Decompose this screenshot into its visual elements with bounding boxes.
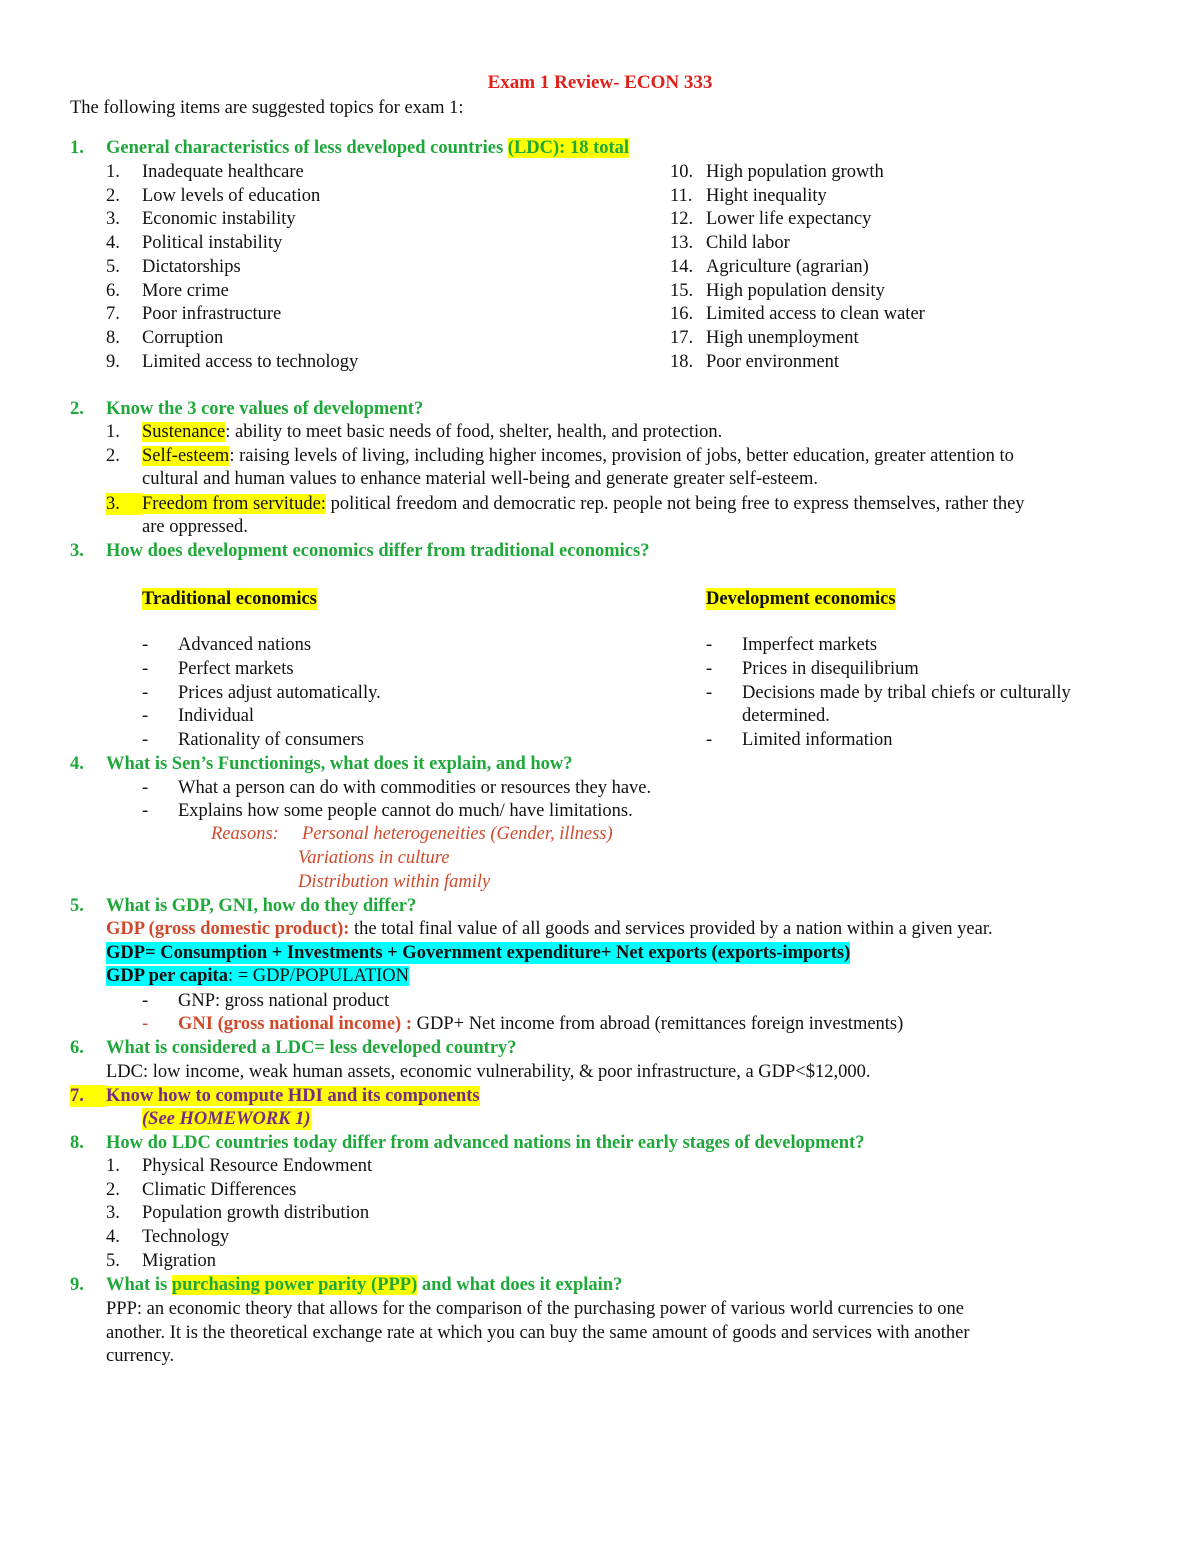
gdp-definition	[106, 918, 993, 940]
list-item	[106, 1179, 296, 1201]
question-text: What is Sen’s Functionings, what does it explain, and how?	[106, 754, 573, 774]
reason-3: Distribution within family	[298, 872, 491, 892]
item-text: Lower life expectancy	[706, 209, 872, 230]
list-item	[706, 634, 877, 656]
question-2	[70, 398, 423, 420]
item-text: Explains how some people cannot do much/ have limitations.	[178, 801, 633, 821]
question-text: What is GDP, GNI, how do they differ?	[106, 896, 417, 916]
list-item	[106, 351, 358, 373]
item-number: 6.	[106, 280, 120, 301]
question-number: 1.	[70, 138, 84, 158]
item-text: Limited access to technology	[142, 351, 359, 372]
gdp-formula: GDP= Consumption + Investments + Government expenditure+ Net exports (exports-imports)	[106, 943, 851, 963]
list-item	[142, 705, 254, 727]
core-value-2	[106, 445, 1014, 467]
ppp-answer-line-3: currency.	[106, 1346, 175, 1366]
question-8	[70, 1132, 864, 1154]
gdp-per-capita-formula: : = GDP/POPULATION	[227, 966, 410, 986]
reason-2: Variations in culture	[298, 848, 450, 868]
item-text: Limited access to clean water	[706, 304, 925, 325]
item-number: 1.	[106, 422, 120, 442]
dash-bullet: -	[142, 659, 149, 679]
list-item	[106, 208, 296, 230]
item-number: 12.	[670, 209, 694, 230]
list-item	[670, 232, 790, 254]
question-text: Know the 3 core values of development?	[106, 399, 424, 419]
item-text: Prices in disequilibrium	[742, 659, 919, 679]
core-value-text: : raising levels of living, including higher incomes, provision of jobs, better education, greater attention to	[229, 446, 1014, 466]
list-item	[706, 705, 830, 727]
dash-bullet: -	[142, 730, 149, 750]
gdp-def-text: the total final value of all goods and services provided by a nation within a given year.	[349, 919, 993, 939]
item-number: 11.	[670, 185, 693, 206]
item-text: High population density	[706, 280, 885, 301]
list-item	[706, 658, 919, 680]
question-text-highlight: purchasing power parity (PPP)	[171, 1275, 418, 1295]
gni-def-text: GDP+ Net income from abroad (remittances foreign investments)	[412, 1014, 904, 1034]
item-number: 3.	[106, 209, 120, 230]
dash-bullet: -	[706, 683, 713, 703]
question-text: What is considered a LDC= less developed country?	[106, 1038, 517, 1058]
item-text: Limited information	[742, 730, 893, 750]
question-5	[70, 895, 416, 917]
dash-bullet: -	[142, 801, 149, 821]
item-number: 3.	[106, 493, 142, 515]
item-number: 3.	[106, 1203, 120, 1224]
item-text: Climatic Differences	[142, 1179, 297, 1200]
ppp-answer-line-1: PPP: an economic theory that allows for the comparison of the purchasing power of various world currencies to one	[106, 1299, 964, 1319]
question-text-highlight: (LDC): 18 total	[507, 138, 630, 158]
question-6	[70, 1037, 517, 1059]
item-number: 16.	[670, 304, 694, 325]
core-value-term: Sustenance	[142, 422, 226, 442]
core-value-3-cont: are oppressed.	[142, 517, 248, 537]
item-text: Perfect markets	[178, 659, 294, 679]
list-item	[670, 256, 869, 278]
development-economics-heading: Development economics	[706, 589, 896, 609]
item-text: Population growth distribution	[142, 1203, 370, 1224]
list-item	[106, 1202, 369, 1224]
item-text: Dictatorships	[142, 256, 241, 277]
list-item	[670, 351, 839, 373]
dash-bullet: -	[142, 778, 149, 798]
list-item	[106, 161, 304, 183]
item-text: What a person can do with commodities or resources they have.	[178, 778, 652, 798]
dash-bullet: -	[142, 635, 149, 655]
item-text: Inadequate healthcare	[142, 162, 304, 182]
gnp-item	[142, 990, 389, 1012]
list-item	[106, 185, 320, 207]
question-3	[70, 540, 649, 562]
item-text: Prices adjust automatically.	[178, 683, 381, 703]
list-item	[670, 161, 884, 183]
list-item	[670, 185, 827, 207]
item-number: 17.	[670, 327, 694, 348]
question-4	[70, 753, 573, 775]
item-text: High unemployment	[706, 327, 859, 348]
item-number: 4.	[106, 233, 120, 254]
item-text: More crime	[142, 280, 229, 301]
dash-bullet: -	[706, 659, 713, 679]
list-item	[706, 729, 893, 751]
dash-bullet: -	[142, 991, 149, 1011]
item-text: Technology	[142, 1227, 230, 1248]
item-text: Political instability	[142, 233, 283, 254]
gdp-per-capita	[106, 965, 409, 987]
item-number: 13.	[670, 233, 694, 254]
homework-note: (See HOMEWORK 1)	[142, 1109, 311, 1129]
question-text: General characteristics of less developed countries	[106, 138, 508, 158]
dash-bullet: -	[142, 683, 149, 703]
list-item	[106, 1155, 372, 1177]
item-text: determined.	[742, 706, 830, 726]
reason-1: Personal heterogeneities (Gender, illness)	[302, 824, 613, 844]
list-item	[670, 327, 859, 349]
list-item	[142, 729, 364, 751]
dash-bullet: -	[142, 706, 149, 726]
gni-term: GNI (gross national income) :	[178, 1014, 412, 1034]
list-item	[670, 303, 925, 325]
item-text: Child labor	[706, 233, 790, 254]
question-number: 6.	[70, 1038, 84, 1058]
page-title: Exam 1 Review- ECON 333	[487, 72, 713, 93]
question-text: How do LDC countries today differ from advanced nations in their early stages of development?	[106, 1133, 865, 1153]
question-number: 4.	[70, 754, 84, 774]
list-item	[142, 634, 311, 656]
item-number: 1.	[106, 1156, 120, 1176]
item-number: 2.	[106, 446, 120, 466]
list-item	[142, 658, 294, 680]
question-7	[70, 1085, 480, 1107]
gni-item	[142, 1013, 903, 1035]
list-item	[106, 327, 223, 349]
item-text: Rationality of consumers	[178, 730, 364, 750]
core-value-text: political freedom and democratic rep. people not being free to express themselves, rather they	[325, 494, 1025, 514]
item-text: Poor environment	[706, 351, 840, 372]
intro-text: The following items are suggested topics for exam 1:	[70, 98, 464, 118]
core-value-3	[106, 493, 1025, 515]
core-value-term: Freedom from servitude:	[142, 494, 326, 514]
dash-bullet: -	[706, 730, 713, 750]
list-item	[106, 1226, 229, 1248]
core-value-text: : ability to meet basic needs of food, shelter, health, and protection.	[225, 422, 723, 442]
dash-bullet: -	[142, 1014, 149, 1034]
question-number: 8.	[70, 1133, 84, 1153]
question-text-end: and what does it explain?	[417, 1275, 623, 1295]
item-text: Corruption	[142, 327, 224, 348]
question-text: Know how to compute HDI and its components	[106, 1086, 480, 1106]
item-number: 10.	[670, 162, 694, 182]
item-text: Low levels of education	[142, 185, 321, 206]
traditional-economics-heading: Traditional economics	[142, 589, 317, 609]
ppp-answer-line-2: another. It is the theoretical exchange rate at which you can buy the same amount of goods and services with another	[106, 1323, 970, 1343]
item-number: 1.	[106, 162, 120, 182]
question-text: What is	[106, 1275, 172, 1295]
functionings-item-2	[142, 800, 633, 822]
item-text: Individual	[178, 706, 255, 726]
item-text: Poor infrastructure	[142, 304, 282, 325]
list-item	[670, 280, 885, 302]
item-number: 9.	[106, 351, 120, 372]
core-value-2-cont: cultural and human values to enhance material well-being and generate greater self-esteem.	[142, 469, 818, 489]
item-number: 4.	[106, 1227, 120, 1248]
list-item	[670, 208, 871, 230]
question-number: 7.	[70, 1085, 106, 1107]
reasons-label: Reasons:	[211, 824, 279, 844]
item-text: Economic instability	[142, 209, 296, 230]
item-number: 2.	[106, 185, 120, 206]
core-value-term: Self-esteem	[142, 446, 230, 466]
list-item	[142, 682, 381, 704]
functionings-item-1	[142, 777, 651, 799]
item-text: Migration	[142, 1250, 216, 1271]
gdp-term: GDP (gross domestic product):	[106, 919, 350, 939]
item-text: Decisions made by tribal chiefs or culturally	[742, 683, 1071, 703]
list-item	[106, 280, 229, 302]
list-item	[706, 682, 1071, 704]
question-text: How does development economics differ from traditional economics?	[106, 541, 650, 561]
item-text: Agriculture (agrarian)	[706, 256, 869, 277]
list-item	[106, 303, 281, 325]
item-text: High population growth	[706, 162, 884, 182]
core-value-1	[106, 421, 722, 443]
item-number: 15.	[670, 280, 694, 301]
question-number: 3.	[70, 541, 84, 561]
question-1	[70, 137, 629, 159]
question-number: 5.	[70, 896, 84, 916]
item-number: 2.	[106, 1179, 120, 1200]
list-item	[106, 1250, 216, 1272]
item-number: 8.	[106, 327, 120, 348]
ldc-answer: LDC: low income, weak human assets, economic vulnerability, & poor infrastructure, a GDP<$12,000.	[106, 1062, 871, 1082]
question-9	[70, 1274, 622, 1296]
item-text: Imperfect markets	[742, 635, 878, 655]
question-number: 9.	[70, 1275, 84, 1295]
item-number: 18.	[670, 351, 694, 372]
list-item	[106, 232, 282, 254]
item-text: Advanced nations	[178, 635, 312, 655]
item-number: 14.	[670, 256, 694, 277]
gdp-per-capita-term: GDP per capita	[106, 966, 228, 986]
list-item	[106, 256, 241, 278]
item-text: Physical Resource Endowment	[142, 1156, 373, 1176]
gnp-text: GNP: gross national product	[178, 991, 390, 1011]
item-number: 7.	[106, 304, 120, 325]
item-number: 5.	[106, 256, 120, 277]
item-text: Hight inequality	[706, 185, 827, 206]
item-number: 5.	[106, 1250, 120, 1271]
question-number: 2.	[70, 399, 84, 419]
dash-bullet: -	[706, 635, 713, 655]
